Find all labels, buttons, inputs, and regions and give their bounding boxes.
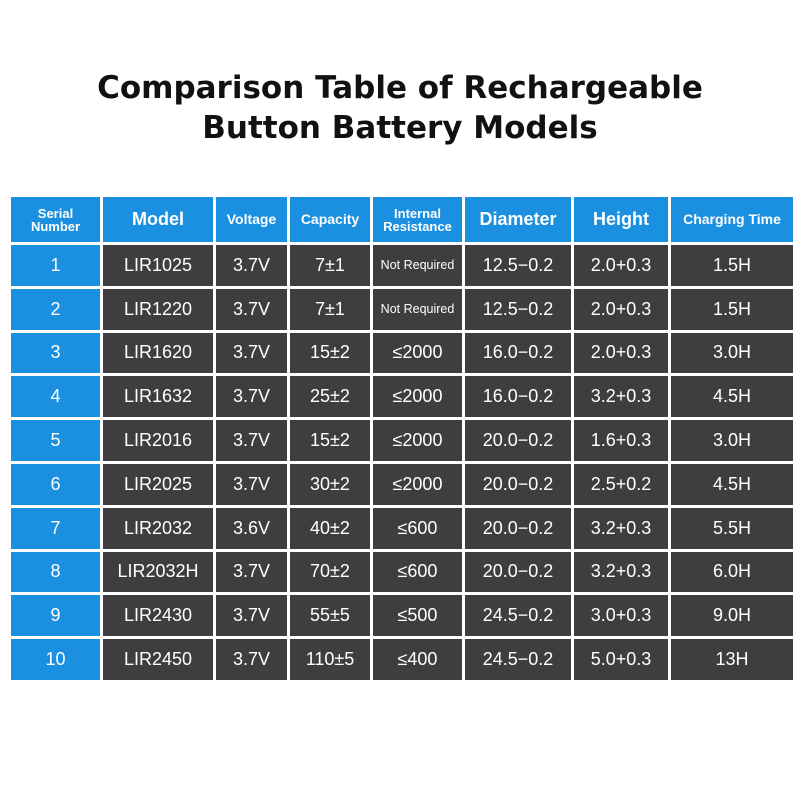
cell-charging-time: 6.0H	[671, 552, 793, 593]
cell-serial: 4	[11, 376, 100, 417]
cell-internal-resistance: ≤2000	[373, 333, 462, 374]
cell-serial: 9	[11, 595, 100, 636]
cell-voltage: 3.6V	[216, 508, 287, 549]
cell-charging-time: 4.5H	[671, 376, 793, 417]
cell-capacity: 7±1	[290, 245, 370, 286]
cell-voltage: 3.7V	[216, 333, 287, 374]
cell-internal-resistance: ≤2000	[373, 464, 462, 505]
page-title-line-1: Comparison Table of Rechargeable	[97, 70, 703, 106]
cell-diameter: 24.5−0.2	[465, 595, 571, 636]
battery-comparison-table	[11, 197, 790, 680]
cell-voltage: 3.7V	[216, 552, 287, 593]
cell-serial: 5	[11, 420, 100, 461]
cell-model: LIR1220	[103, 289, 213, 330]
cell-internal-resistance: ≤400	[373, 639, 462, 680]
cell-charging-time: 13H	[671, 639, 793, 680]
cell-capacity: 110±5	[290, 639, 370, 680]
cell-internal-resistance: ≤2000	[373, 376, 462, 417]
cell-height: 5.0+0.3	[574, 639, 668, 680]
cell-height: 2.5+0.2	[574, 464, 668, 505]
header-voltage: Voltage	[216, 197, 287, 242]
cell-internal-resistance: ≤2000	[373, 420, 462, 461]
cell-voltage: 3.7V	[216, 595, 287, 636]
table-row	[11, 245, 793, 286]
cell-internal-resistance: ≤600	[373, 508, 462, 549]
cell-height: 3.0+0.3	[574, 595, 668, 636]
page-title	[0, 68, 800, 148]
cell-diameter: 20.0−0.2	[465, 552, 571, 593]
cell-height: 2.0+0.3	[574, 289, 668, 330]
cell-serial: 10	[11, 639, 100, 680]
cell-capacity: 70±2	[290, 552, 370, 593]
cell-height: 3.2+0.3	[574, 376, 668, 417]
cell-diameter: 16.0−0.2	[465, 333, 571, 374]
table-row	[11, 595, 793, 636]
cell-voltage: 3.7V	[216, 420, 287, 461]
cell-charging-time: 1.5H	[671, 289, 793, 330]
cell-model: LIR1632	[103, 376, 213, 417]
table-header-row	[11, 197, 793, 242]
cell-diameter: 24.5−0.2	[465, 639, 571, 680]
cell-model: LIR2016	[103, 420, 213, 461]
cell-capacity: 15±2	[290, 420, 370, 461]
cell-diameter: 20.0−0.2	[465, 508, 571, 549]
cell-voltage: 3.7V	[216, 289, 287, 330]
cell-internal-resistance: Not Required	[373, 245, 462, 286]
cell-charging-time: 1.5H	[671, 245, 793, 286]
cell-model: LIR2032H	[103, 552, 213, 593]
cell-charging-time: 3.0H	[671, 333, 793, 374]
cell-voltage: 3.7V	[216, 639, 287, 680]
cell-capacity: 30±2	[290, 464, 370, 505]
cell-serial: 8	[11, 552, 100, 593]
table-row	[11, 552, 793, 593]
cell-model: LIR2025	[103, 464, 213, 505]
cell-internal-resistance: ≤600	[373, 552, 462, 593]
header-height: Height	[574, 197, 668, 242]
cell-serial: 3	[11, 333, 100, 374]
page-title-line-2: Button Battery Models	[202, 110, 598, 146]
cell-serial: 2	[11, 289, 100, 330]
table-row	[11, 420, 793, 461]
header-diameter: Diameter	[465, 197, 571, 242]
cell-height: 2.0+0.3	[574, 333, 668, 374]
cell-diameter: 12.5−0.2	[465, 245, 571, 286]
cell-capacity: 15±2	[290, 333, 370, 374]
table-row	[11, 508, 793, 549]
table-row	[11, 639, 793, 680]
cell-charging-time: 3.0H	[671, 420, 793, 461]
cell-serial: 7	[11, 508, 100, 549]
header-internal-resistance: Internal Resistance	[373, 197, 462, 242]
cell-height: 3.2+0.3	[574, 552, 668, 593]
table-row	[11, 289, 793, 330]
cell-model: LIR2450	[103, 639, 213, 680]
table-row	[11, 464, 793, 505]
cell-voltage: 3.7V	[216, 245, 287, 286]
cell-diameter: 20.0−0.2	[465, 420, 571, 461]
cell-charging-time: 9.0H	[671, 595, 793, 636]
cell-model: LIR1025	[103, 245, 213, 286]
cell-capacity: 55±5	[290, 595, 370, 636]
header-capacity: Capacity	[290, 197, 370, 242]
cell-voltage: 3.7V	[216, 464, 287, 505]
table-row	[11, 333, 793, 374]
header-model: Model	[103, 197, 213, 242]
cell-diameter: 12.5−0.2	[465, 289, 571, 330]
cell-capacity: 25±2	[290, 376, 370, 417]
header-serial-number: Serial Number	[11, 197, 100, 242]
cell-model: LIR2430	[103, 595, 213, 636]
cell-charging-time: 4.5H	[671, 464, 793, 505]
cell-diameter: 20.0−0.2	[465, 464, 571, 505]
cell-height: 3.2+0.3	[574, 508, 668, 549]
cell-capacity: 7±1	[290, 289, 370, 330]
cell-height: 1.6+0.3	[574, 420, 668, 461]
cell-serial: 1	[11, 245, 100, 286]
cell-voltage: 3.7V	[216, 376, 287, 417]
cell-internal-resistance: ≤500	[373, 595, 462, 636]
header-charging-time: Charging Time	[671, 197, 793, 242]
cell-capacity: 40±2	[290, 508, 370, 549]
cell-height: 2.0+0.3	[574, 245, 668, 286]
cell-serial: 6	[11, 464, 100, 505]
table-row	[11, 376, 793, 417]
cell-model: LIR2032	[103, 508, 213, 549]
cell-model: LIR1620	[103, 333, 213, 374]
cell-charging-time: 5.5H	[671, 508, 793, 549]
cell-internal-resistance: Not Required	[373, 289, 462, 330]
table	[8, 194, 796, 683]
cell-diameter: 16.0−0.2	[465, 376, 571, 417]
